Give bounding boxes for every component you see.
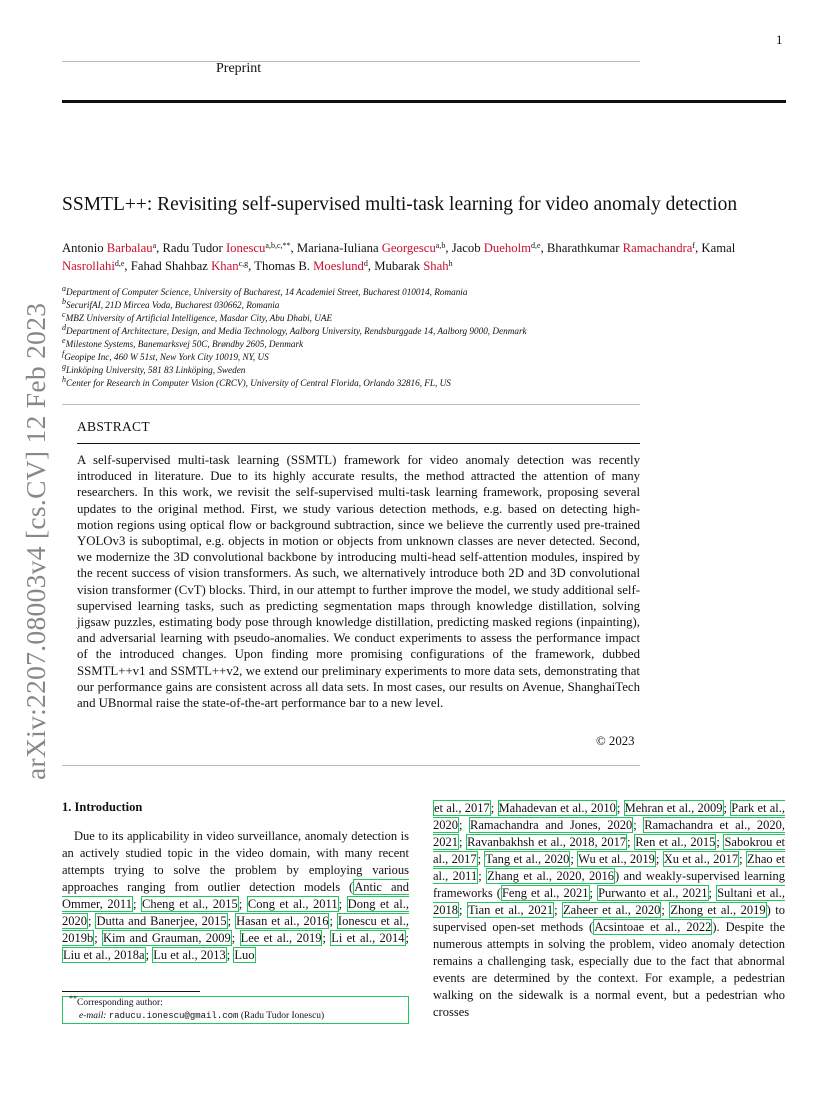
paper-title: SSMTL++: Revisiting self-supervised multi-task learning for video anomaly detection <box>62 194 738 215</box>
citation-link[interactable]: Mahadevan et al., 2010 <box>498 801 616 815</box>
page-number: 1 <box>776 32 783 47</box>
intro-right-column <box>433 800 785 1021</box>
abstract-top-rule <box>62 404 640 405</box>
footnote-label: Corresponding author: <box>77 998 163 1008</box>
citation-sep: ; <box>739 852 746 866</box>
citation-sep: ; <box>655 852 663 866</box>
affiliation <box>62 364 527 377</box>
affiliation <box>62 325 527 338</box>
citation-link[interactable]: Li et al., 2014 <box>331 931 405 945</box>
author-sup: f <box>692 241 696 250</box>
affiliation-text: Linköping University, 581 83 Linköping, Sweden <box>66 365 246 375</box>
citation-link[interactable]: Liu et al., 2018a <box>63 948 145 962</box>
author-sup: d,e <box>114 259 125 268</box>
citation-link[interactable]: Feng et al., 2021 <box>501 886 589 900</box>
citation-link[interactable]: Cheng et al., 2015 <box>142 897 238 911</box>
citation-link[interactable]: Cong et al., 2011 <box>247 897 338 911</box>
author-first: , Jacob <box>445 241 484 255</box>
affiliation-mark: h <box>62 375 66 384</box>
citation-sep: ; <box>94 931 103 945</box>
citation-link[interactable]: Hasan et al., 2016 <box>236 914 329 928</box>
author-link[interactable]: Moeslund <box>313 259 364 273</box>
affiliation-mark: d <box>62 323 66 332</box>
citation-sep: ; <box>478 869 487 883</box>
intro-text: Due to its applicability in video surveillance, anomaly detection is an actively studied topic in the video domain, with many recent attempts trying to solve the problem by employing various approaches ranging from outlier detection models ( <box>62 829 409 894</box>
citation-sep: ; <box>145 948 153 962</box>
citation-sep: ; <box>322 931 331 945</box>
affiliation <box>62 351 527 364</box>
intro-text: ) and weakly-supervised learning frameworks ( <box>433 869 785 900</box>
author-sup: a,b,c,** <box>265 241 291 250</box>
citation-sep: ; <box>132 897 142 911</box>
affiliation-text: Department of Computer Science, University of Bucharest, 14 Academiei Street, Bucharest 010014, Romania <box>66 287 468 297</box>
author-list <box>62 239 786 275</box>
affiliation-text: Department of Architecture, Design, and Media Technology, Aalborg University, Rendsburggade 14, Aalborg 9000, Denmark <box>66 326 527 336</box>
email-address[interactable]: raducu.ionescu@gmail.com <box>108 1011 239 1021</box>
citation-link[interactable]: Sabokrou et al., 2017 <box>433 835 785 866</box>
affiliation-mark: f <box>62 349 65 358</box>
citation-link[interactable]: Dutta and Banerjee, 2015 <box>96 914 227 928</box>
citation-sep: ; <box>723 801 731 815</box>
author-sup: a,b <box>435 241 446 250</box>
citation-sep: ; <box>661 903 670 917</box>
author-first: Antonio <box>62 241 107 255</box>
abstract-bottom-rule <box>62 765 640 766</box>
citation-link[interactable]: Wu et al., 2019 <box>578 852 655 866</box>
citation-link[interactable]: Ramachandra and Jones, 2020 <box>470 818 633 832</box>
abstract-heading-rule <box>77 443 640 444</box>
footnote <box>62 996 409 1024</box>
citation-link[interactable]: Lee et al., 2019 <box>240 931 322 945</box>
citation-link[interactable]: Purwanto et al., 2021 <box>598 886 708 900</box>
email-owner: (Radu Tudor Ionescu) <box>240 1011 325 1021</box>
author-link[interactable]: Georgescu <box>381 241 436 255</box>
author-sup: c,g <box>238 259 249 268</box>
author-first: , Thomas B. <box>248 259 314 273</box>
abstract-heading: ABSTRACT <box>77 419 150 434</box>
citation-link[interactable]: Lu et al., 2013 <box>153 948 226 962</box>
citation-link[interactable]: Park et al., 2020 <box>433 801 785 832</box>
arxiv-stamp: arXiv:2207.08003v4 [cs.CV] 12 Feb 2023 <box>20 302 51 780</box>
author-sup: a <box>152 241 157 250</box>
affiliation-text: Center for Research in Computer Vision (CRCV), University of Central Florida, Orlando 32816, FL, US <box>66 378 451 388</box>
author-sup: d <box>363 259 368 268</box>
affiliation <box>62 312 527 325</box>
copyright: © 2023 <box>596 734 635 748</box>
citation-sep: ; <box>88 914 96 928</box>
citation-sep: ; <box>459 903 467 917</box>
section-heading: 1. Introduction <box>62 800 143 814</box>
citation-sep: ; <box>226 948 234 962</box>
affiliation <box>62 338 527 351</box>
citation-sep: ; <box>338 897 347 911</box>
author-link[interactable]: Khan <box>211 259 239 273</box>
header-rule <box>62 61 640 62</box>
email-label: e-mail: <box>79 1011 107 1021</box>
citation-link[interactable]: Xu et al., 2017 <box>663 852 739 866</box>
header-thick-rule <box>62 100 786 103</box>
affiliation-text: MBZ University of Artificial Intelligence, Masdar City, Abu Dhabi, UAE <box>65 313 333 323</box>
author-link[interactable]: Dueholm <box>483 241 531 255</box>
citation-sep: ; <box>570 852 578 866</box>
citation-link[interactable]: Mehran et al., 2009 <box>624 801 723 815</box>
citation-link[interactable]: Zhang et al., 2020, 2016 <box>487 869 614 883</box>
citation-link[interactable]: Sultani et al., 2018 <box>433 886 785 917</box>
footnote-mark: ** <box>69 994 77 1003</box>
citation-sep: ; <box>490 801 498 815</box>
author-link[interactable]: Ionescu <box>225 241 266 255</box>
citation-sep: ; <box>627 835 635 849</box>
author-first: , Kamal <box>695 241 736 255</box>
citation-sep: ; <box>477 852 485 866</box>
affiliation <box>62 299 527 312</box>
affiliation-mark: b <box>62 297 66 306</box>
citation-link[interactable]: Acsintoae et al., 2022 <box>594 920 712 934</box>
affiliation-text: Milestone Systems, Banemarksvej 50C, Brøndby 2605, Denmark <box>65 339 304 349</box>
author-link[interactable]: Barbalau <box>106 241 153 255</box>
author-sup: h <box>448 259 453 268</box>
citation-link[interactable]: et al., 2017 <box>434 801 490 815</box>
abstract-text: A self-supervised multi-task learning (SSMTL) framework for video anomaly detection was recently introduced in literature. Due to its highly accurate results, the method attracted the attention of many researchers. In this work, we revisit the self-supervised multi-task learning framework, proposing several updates to the original method. First, we study various detection methods, e.g. based on detecting high-motion regions using optical flow or background subtraction, since we believe the currently used pre-trained YOLOv3 is suboptimal, e.g. objects in motion or objects from unknown classes are never detected. Second, we modernize the 3D convolutional backbone by introducing multi-head self-attention modules, inspired by the recent success of vision transformers. As such, we alternatively introduce both 2D and 3D convolutional vision transformer (CvT) blocks. Third, in our attempt to further improve the model, we study additional self-supervised learning tasks, such as predicting segmentation maps through knowledge distillation, solving jigsaw puzzles, estimating body pose through knowledge distillation, predicting masked regions (inpainting), and adversarial learning with pseudo-anomalies. We conduct experiments to assess the performance impact of the introduced changes. Upon finding more promising configurations of the framework, dubbed SSMTL++v1 and SSMTL++v2, we extend our preliminary experiments to more data sets, demonstrating that our performance gains are consistent across all data sets. In most cases, our results on Avenue, ShanghaiTech and UBnormal raise the state-of-the-art performance bar to a new level. <box>77 453 640 711</box>
author-first: , Bharathkumar <box>540 241 623 255</box>
citation-sep: ; <box>231 931 240 945</box>
footnote-rule <box>62 991 200 992</box>
affiliation-list <box>62 286 527 390</box>
citation-link[interactable]: Ren et al., 2015 <box>635 835 716 849</box>
citation-link[interactable]: Luo <box>234 948 255 962</box>
author-sup: d,e <box>531 241 541 250</box>
citation-sep: ; <box>716 835 724 849</box>
citation-link[interactable]: Tian et al., 2021 <box>467 903 554 917</box>
citation-sep: ; <box>405 931 409 945</box>
citation-sep: ; <box>227 914 236 928</box>
affiliation-mark: a <box>62 284 66 293</box>
affiliation-mark: e <box>62 336 66 345</box>
citation-sep: ; <box>459 818 470 832</box>
author-first: , Mubarak <box>367 259 424 273</box>
affiliation <box>62 286 527 299</box>
citation-link[interactable]: Ionescu et al., 2019b <box>62 914 409 945</box>
affiliation-text: Geopipe Inc, 460 W 51st, New York City 10019, NY, US <box>64 352 269 362</box>
citation-link[interactable]: Kim and Grauman, 2009 <box>103 931 231 945</box>
citation-sep: ; <box>554 903 563 917</box>
author-first: , Fahad Shahbaz <box>124 259 212 273</box>
affiliation-mark: g <box>62 362 66 371</box>
citation-sep: ; <box>616 801 624 815</box>
citation-sep: ; <box>238 897 247 911</box>
affiliation-mark: c <box>62 310 66 319</box>
citation-link[interactable]: Dong et al., 2020 <box>62 897 409 928</box>
citation-sep: ; <box>589 886 598 900</box>
intro-text: ) to supervised open-set methods ( <box>433 903 785 934</box>
author-link[interactable]: Ramachandra <box>622 241 693 255</box>
author-first: , Mariana-Iuliana <box>290 241 382 255</box>
citation-link[interactable]: Tang et al., 2020 <box>485 852 570 866</box>
affiliation <box>62 377 527 390</box>
author-link[interactable]: Nasrollahi <box>62 259 115 273</box>
corresponding-author-note[interactable] <box>62 996 409 1024</box>
author-first: , Radu Tudor <box>156 241 226 255</box>
citation-sep: ; <box>329 914 337 928</box>
intro-left-column <box>62 828 409 964</box>
citation-link[interactable]: Zhao et al., 2011 <box>433 852 785 883</box>
citation-link[interactable]: Ravanbakhsh et al., 2018, 2017 <box>467 835 627 849</box>
citation-sep: ; <box>633 818 644 832</box>
affiliation-text: SecurifAI, 21D Mircea Voda, Bucharest 030662, Romania <box>66 300 280 310</box>
citation-link[interactable]: Antic and Ommer, 2011 <box>62 880 409 911</box>
citation-sep: ; <box>708 886 717 900</box>
running-title: Preprint <box>216 61 262 76</box>
intro-text: ). Despite the numerous attempts in solving the problem, video anomaly detection remains a challenging task, especially due to the fact that abnormal events are determined by the context. For example, a pedestrian walking on the sidewalk is a normal event, but a pedestrian who crosses <box>433 920 785 1019</box>
citation-link[interactable]: Ramachandra et al., 2020, 2021 <box>433 818 785 849</box>
citation-link[interactable]: Zaheer et al., 2020 <box>563 903 661 917</box>
author-link[interactable]: Shah <box>423 259 449 273</box>
citation-link[interactable]: Zhong et al., 2019 <box>670 903 766 917</box>
citation-sep: ; <box>459 835 467 849</box>
